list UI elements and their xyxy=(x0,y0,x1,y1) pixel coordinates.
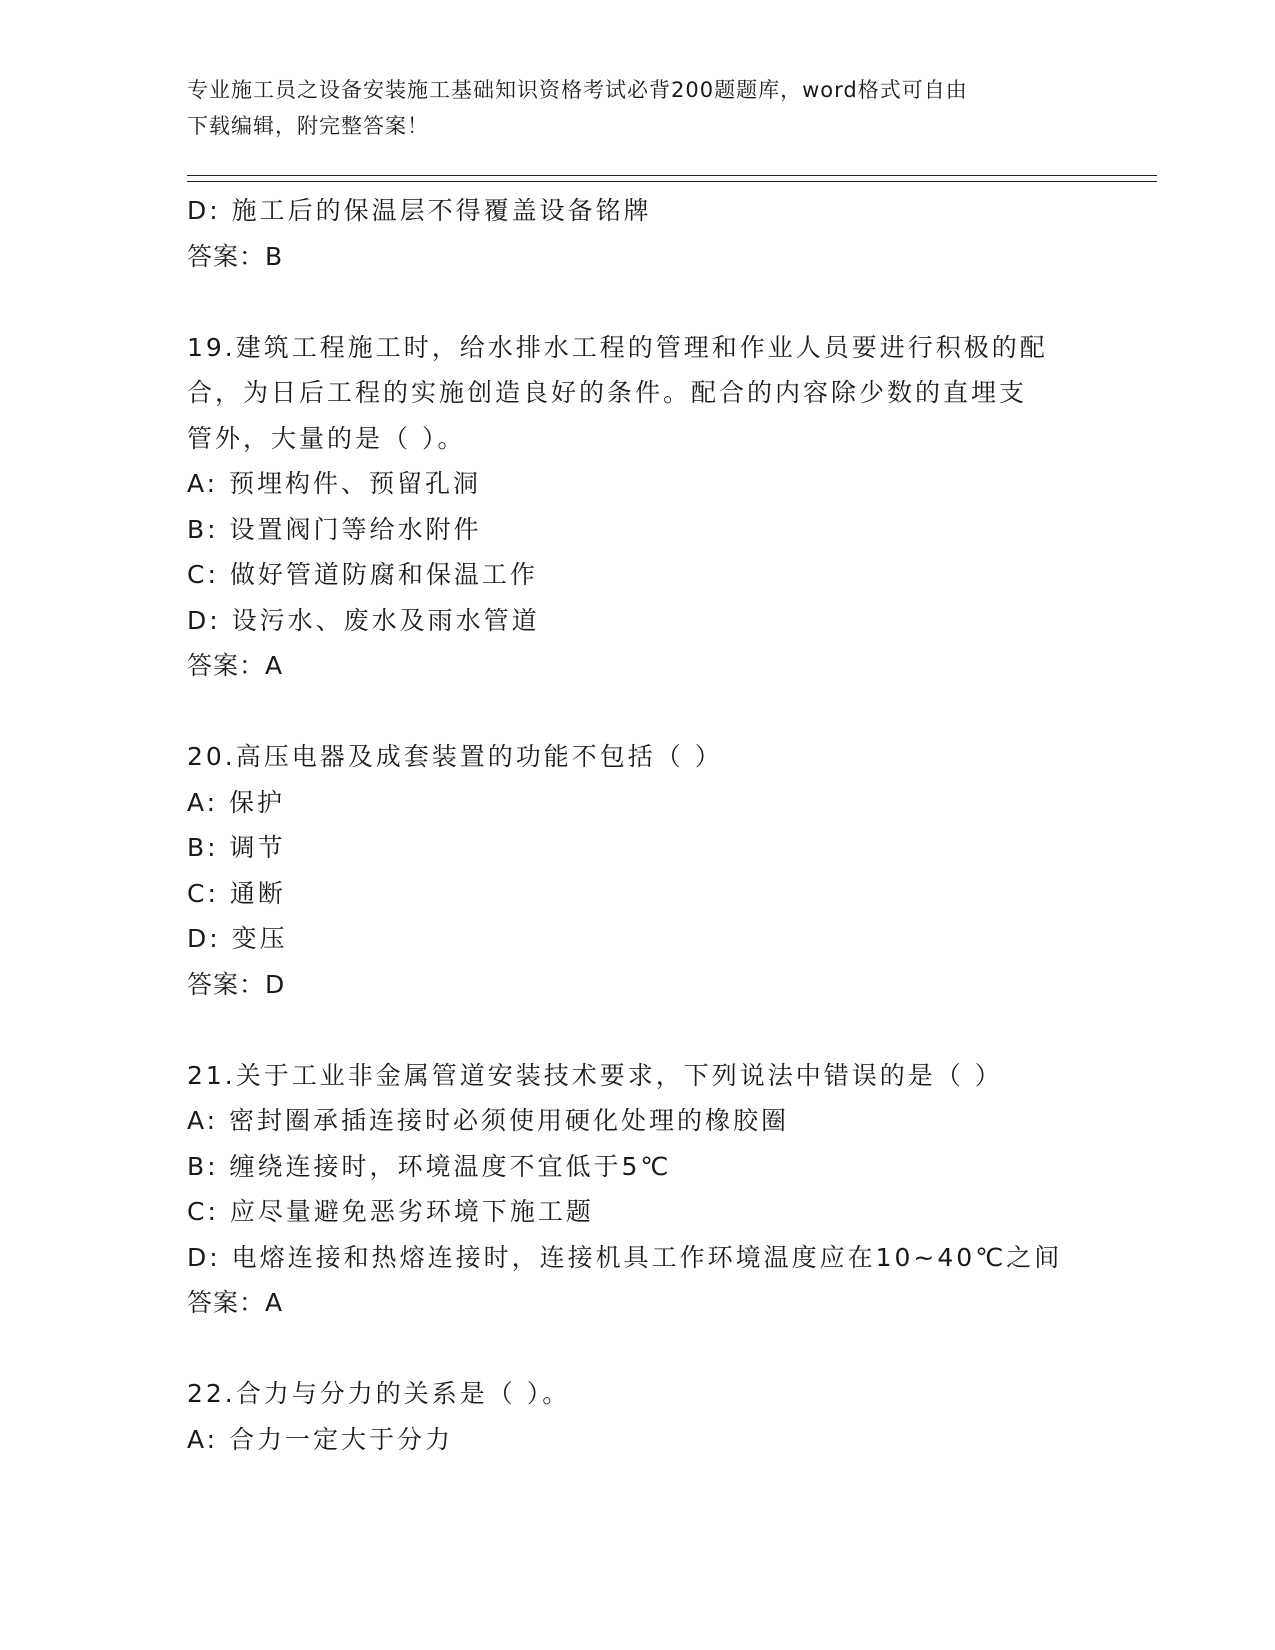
answer-line: 答案：A xyxy=(187,1288,284,1317)
question-stem: 管外，大量的是（ ）。 xyxy=(187,423,466,453)
question-stem: 20.高压电器及成套装置的功能不包括（ ） xyxy=(187,742,723,771)
page-header xyxy=(187,72,1107,144)
question-content xyxy=(187,188,1097,1462)
option-a: A: 预埋构件、预留孔洞 xyxy=(187,469,482,498)
header-line-2: 下载编辑，附完整答案！ xyxy=(187,114,429,138)
question-22 xyxy=(187,1371,1097,1462)
question-stem: 合，为日后工程的实施创造良好的条件。配合的内容除少数的直埋支 xyxy=(187,378,1028,407)
answer-line: 答案：B xyxy=(187,241,284,271)
option-b: B: 设置阀门等给水附件 xyxy=(187,514,482,544)
option-d: D: 电熔连接和热熔连接时，连接机具工作环境温度应在10~40℃之间 xyxy=(187,1242,1063,1272)
question-20 xyxy=(187,734,1097,1007)
question-21 xyxy=(187,1053,1097,1326)
header-rule-bottom xyxy=(187,181,1157,182)
spacer xyxy=(187,689,1097,735)
answer-line: 答案：A xyxy=(187,651,284,680)
question-stem: 21.关于工业非金属管道安装技术要求，下列说法中错误的是（ ） xyxy=(187,1060,1003,1090)
spacer xyxy=(187,1326,1097,1372)
spacer xyxy=(187,279,1097,325)
option-a: A: 保护 xyxy=(187,787,286,817)
option-d: D: 施工后的保温层不得覆盖设备铭牌 xyxy=(187,196,652,225)
option-b: B: 调节 xyxy=(187,833,286,862)
option-a: A: 密封圈承插连接时必须使用硬化处理的橡胶圈 xyxy=(187,1106,790,1135)
option-d: D: 设污水、废水及雨水管道 xyxy=(187,605,540,635)
option-a: A: 合力一定大于分力 xyxy=(187,1424,454,1454)
answer-line: 答案：D xyxy=(187,969,286,999)
header-line-1: 专业施工员之设备安装施工基础知识资格考试必背200题题库，word格式可自由 xyxy=(187,78,968,102)
option-b: B: 缠绕连接时，环境温度不宜低于5℃ xyxy=(187,1151,672,1181)
spacer xyxy=(187,1007,1097,1053)
option-c: C: 做好管道防腐和保温工作 xyxy=(187,560,538,589)
question-19 xyxy=(187,325,1097,689)
question-stem: 19.建筑工程施工时，给水排水工程的管理和作业人员要进行积极的配 xyxy=(187,332,1048,362)
question-stem: 22.合力与分力的关系是（ ）。 xyxy=(187,1379,571,1408)
option-c: C: 应尽量避免恶劣环境下施工题 xyxy=(187,1197,594,1226)
option-d: D: 变压 xyxy=(187,924,288,953)
header-rule-top xyxy=(187,175,1157,176)
option-c: C: 通断 xyxy=(187,878,286,908)
